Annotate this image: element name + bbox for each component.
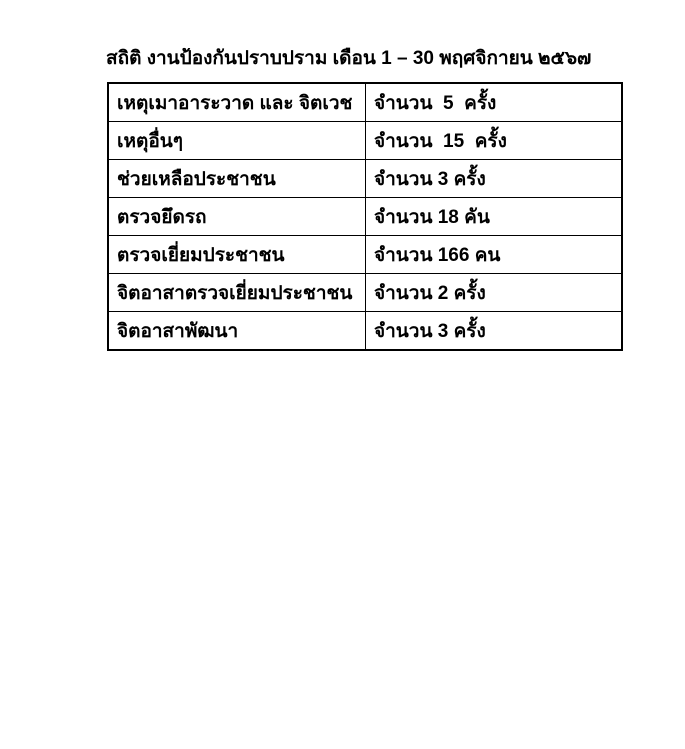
table-row xyxy=(108,198,622,236)
category-cell: ตรวจยึดรถ xyxy=(108,198,366,236)
table-row xyxy=(108,83,622,122)
category-cell: ช่วยเหลือประชาชน xyxy=(108,160,366,198)
category-cell: เหตุอื่นๆ xyxy=(108,122,366,160)
count-cell: จำนวน 18 คัน xyxy=(366,198,623,236)
count-cell: จำนวน 3 ครั้ง xyxy=(366,160,623,198)
count-cell: จำนวน 15 ครั้ง xyxy=(366,122,623,160)
table-row xyxy=(108,160,622,198)
statistics-table xyxy=(107,82,623,351)
category-cell: ตรวจเยี่ยมประชาชน xyxy=(108,236,366,274)
table-row xyxy=(108,312,622,351)
count-cell: จำนวน 2 ครั้ง xyxy=(366,274,623,312)
table-row xyxy=(108,274,622,312)
count-cell: จำนวน 5 ครั้ง xyxy=(366,83,623,122)
category-cell: จิตอาสาตรวจเยี่ยมประชาชน xyxy=(108,274,366,312)
table-row xyxy=(108,236,622,274)
count-cell: จำนวน 3 ครั้ง xyxy=(366,312,623,351)
page-title: สถิติ งานป้องกันปราบปราม เดือน 1 – 30 พฤศจิกายน ๒๕๖๗ xyxy=(106,48,592,69)
category-cell: จิตอาสาพัฒนา xyxy=(108,312,366,351)
category-cell: เหตุเมาอาระวาด และ จิตเวช xyxy=(108,83,366,122)
table-row xyxy=(108,122,622,160)
count-cell: จำนวน 166 คน xyxy=(366,236,623,274)
